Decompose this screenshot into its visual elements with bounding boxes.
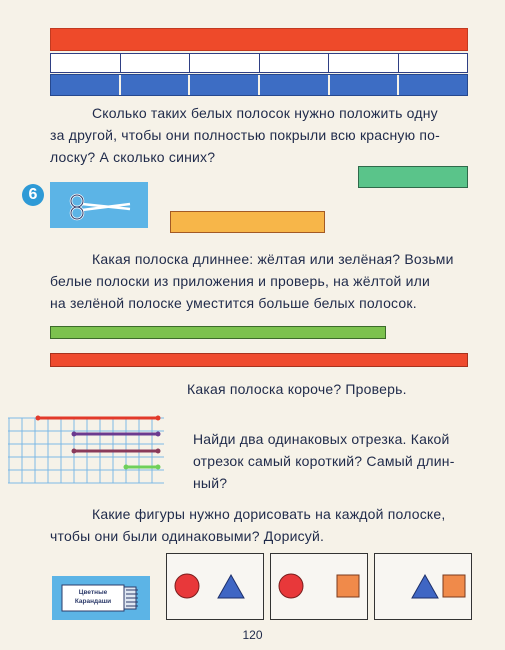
question-shorter: Какая полоска короче? Проверь. [187, 381, 407, 397]
orange-square [443, 575, 465, 597]
crayon-box [52, 576, 150, 620]
blue-triangle [218, 575, 244, 598]
red-strip [50, 28, 468, 51]
blue-strip [399, 75, 467, 95]
red-circle [175, 574, 199, 598]
segment-red [36, 416, 161, 421]
question-1-line-1: Сколько таких белых полосок нужно положить одну [92, 105, 438, 121]
blue-strips-row [50, 74, 468, 96]
question-1-line-2: за другой, чтобы они полностью покрыли всю красную по- [50, 127, 440, 143]
question-3-line-2: отрезок самый короткий? Самый длин- [193, 453, 455, 469]
shape-box-1 [166, 553, 264, 620]
crayon-label-line-2: Карандаши [74, 598, 112, 605]
white-strip [399, 54, 468, 72]
crayon-label-line-1: Цветные [78, 589, 108, 596]
blue-strip [51, 75, 121, 95]
red-circle [279, 574, 303, 598]
segments-grid [8, 412, 168, 488]
yellow-strip [170, 211, 325, 233]
blue-strip [190, 75, 260, 95]
blue-triangle [412, 575, 438, 598]
segment-purple-1 [72, 432, 161, 437]
shape-box-3 [374, 553, 472, 620]
task-number-badge: 6 [22, 184, 44, 206]
crayon-box-label [62, 588, 124, 606]
blue-strip [260, 75, 330, 95]
white-strip [260, 54, 330, 72]
question-1-line-3: лоску? А сколько синих? [50, 149, 216, 165]
long-green-strip [50, 326, 386, 339]
white-strips-row [50, 53, 468, 73]
question-3-line-1: Найди два одинаковых отрезка. Какой [193, 431, 450, 447]
white-strip [51, 54, 121, 72]
segment-purple-2 [72, 449, 161, 454]
long-red-strip [50, 353, 468, 367]
white-strip [190, 54, 260, 72]
white-strip [121, 54, 191, 72]
scissors-box [50, 182, 148, 228]
white-strip [329, 54, 399, 72]
shape-box-2 [270, 553, 368, 620]
question-3-line-3: ный? [193, 475, 228, 491]
orange-square [337, 575, 359, 597]
question-4-line-2: чтобы они были одинаковыми? Дорисуй. [50, 528, 325, 544]
blue-strip [121, 75, 191, 95]
segment-green [124, 465, 161, 470]
question-2-line-3: на зелёной полоске уместится больше белых полосок. [50, 295, 417, 311]
question-2-line-1: Какая полоска длиннее: жёлтая или зелёная? Возьми [92, 251, 454, 267]
scissors-icon [50, 182, 148, 228]
blue-strip [330, 75, 400, 95]
green-strip [358, 166, 468, 188]
page-number: 120 [242, 628, 263, 642]
question-2-line-2: белые полоски из приложения и проверь, на жёлтой или [50, 273, 431, 289]
question-4-line-1: Какие фигуры нужно дорисовать на каждой полоске, [92, 506, 446, 522]
